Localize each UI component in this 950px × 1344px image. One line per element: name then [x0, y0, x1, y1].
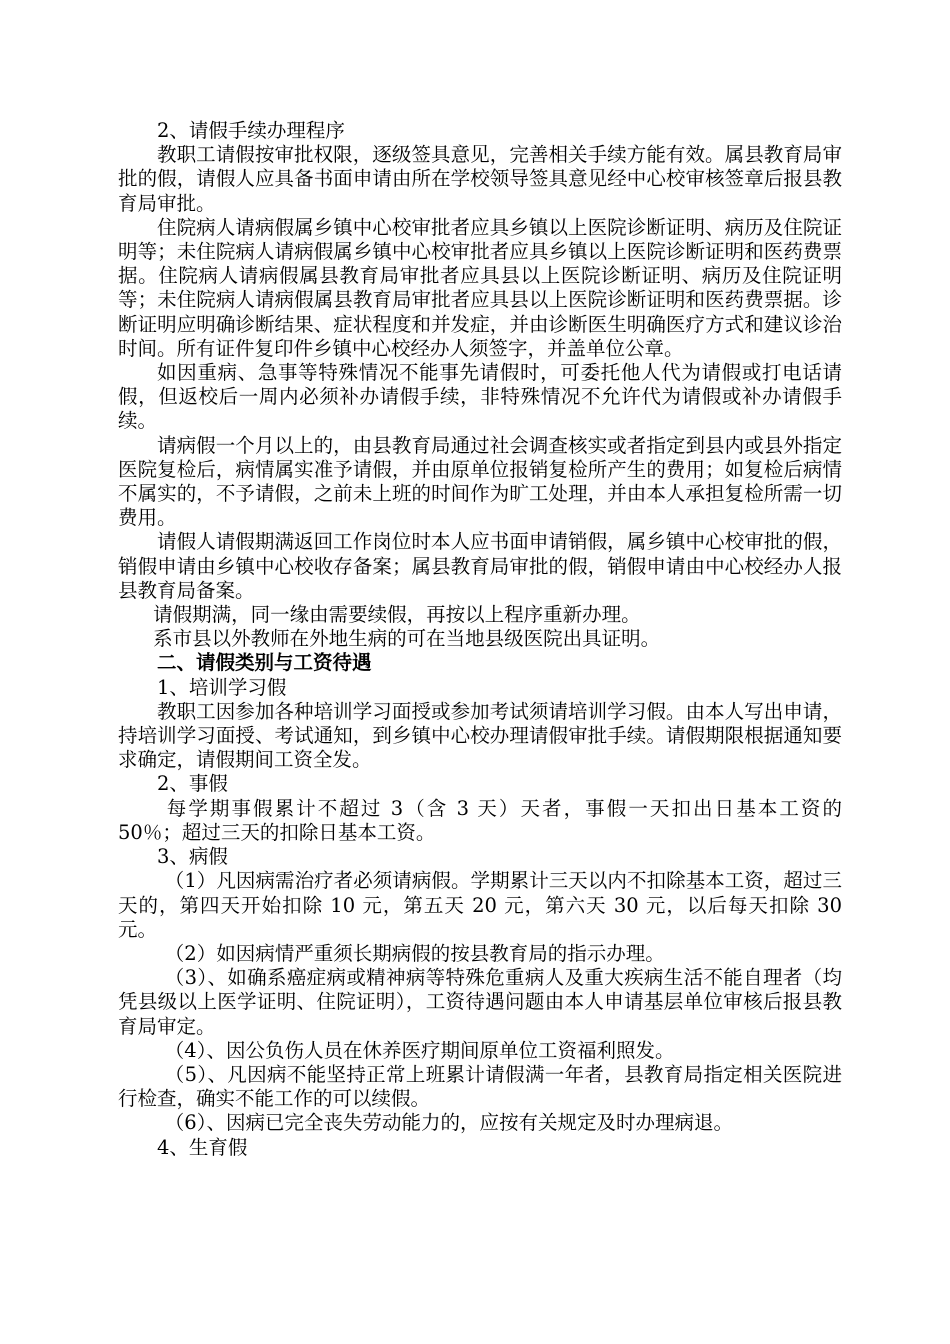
- paragraph-special-cases: 如因重病、急事等特殊情况不能事先请假时，可委托他人代为请假或打电话请假，但返校后一周内必须补办请假手续，非特殊情况不允许代为请假或补办请假手续。: [118, 361, 842, 433]
- document-body: [118, 119, 842, 1160]
- paragraph-approval: 教职工请假按审批权限，逐级签具意见，完善相关手续方能有效。属县教育局审批的假，请假人应具备书面申请由所在学校领导签具意见经中心校审核签章后报县教育局审批。: [118, 143, 842, 215]
- paragraph-personal-leave: 每学期事假累计不超过 3（含 3 天）天者，事假一天扣出日基本工资的 50％；超过三天的扣除日基本工资。: [118, 796, 842, 844]
- paragraph-training-leave: 教职工因参加各种培训学习面授或参加考试须请培训学习假。由本人写出申请，持培训学习面授、考试通知，到乡镇中心校办理请假审批手续。请假期限根据通知要求确定，请假期间工资全发。: [118, 699, 842, 772]
- section-title-leave-types: 二、请假类别与工资待遇: [157, 651, 372, 675]
- paragraph-extension: 请假期满，同一缘由需要续假，再按以上程序重新办理。: [153, 603, 641, 627]
- paragraph-sick-item-3: （3）、如确系癌症病或精神病等特殊危重病人及重大疾病生活不能自理者（均凭县级以上医学证明、住院证明），工资待遇问题由本人申请基层单位审核后报县教育局审定。: [118, 966, 842, 1038]
- subheading-training-leave: 1、培训学习假: [157, 675, 287, 699]
- paragraph-sick-item-5: （5）、凡因病不能坚持正常上班累计请假满一年者，县教育局指定相关医院进行检查，确实不能工作的可以续假。: [118, 1062, 842, 1111]
- paragraph-outside-teachers: 系市县以外教师在外地生病的可在当地县级医院出具证明。: [153, 627, 661, 651]
- paragraph-medical-proof: 住院病人请病假属乡镇中心校审批者应具乡镇以上医院诊断证明、病历及住院证明等；未住院病人请病假属乡镇中心校审批者应具乡镇以上医院诊断证明和医药费票据。住院病人请病假属县教育局审批者应具县以上医院诊断证明、病历及住院证明等；未住院病人请病假属县教育局审批者应具县以上医院诊断证明和医药费票据。诊断证明应明确诊断结果、症状程度和并发症，并由诊断医生明确医疗方式和建议诊治时间。所有证件复印件乡镇中心校经办人须签字，并盖单位公章。: [118, 215, 842, 360]
- subheading-maternity-leave: 4、生育假: [157, 1135, 248, 1159]
- paragraph-sick-item-6: （6）、因病已完全丧失劳动能力的，应按有关规定及时办理病退。: [164, 1111, 733, 1135]
- subheading-personal-leave: 2、事假: [157, 772, 228, 796]
- paragraph-sick-item-2: （2）如因病情严重须长期病假的按县教育局的指示办理。: [164, 941, 665, 965]
- paragraph-sick-item-4: （4）、因公负伤人员在休养医疗期间原单位工资福利照发。: [164, 1038, 675, 1062]
- paragraph-cancel-leave: 请假人请假期满返回工作岗位时本人应书面申请销假，属乡镇中心校审批的假，销假申请由乡镇中心校收存备案；属县教育局审批的假，销假申请由中心校经办人报县教育局备案。: [118, 530, 842, 602]
- paragraph-sick-item-1: （1）凡因病需治疗者必须请病假。学期累计三天以内不扣除基本工资，超过三天的，第四天开始扣除 10 元，第五天 20 元，第六天 30 元，以后每天扣除 30 元。: [118, 869, 842, 941]
- subheading-sick-leave: 3、病假: [157, 845, 228, 869]
- section-heading-procedure: 2、请假手续办理程序: [157, 119, 345, 142]
- paragraph-long-sick-leave: 请病假一个月以上的，由县教育局通过社会调查核实或者指定到县内或县外指定医院复检后，病情属实准予请假，并由原单位报销复检所产生的费用；如复检后病情不属实的，不予请假，之前未上班的时间作为旷工处理，并由本人承担复检所需一切费用。: [118, 433, 842, 530]
